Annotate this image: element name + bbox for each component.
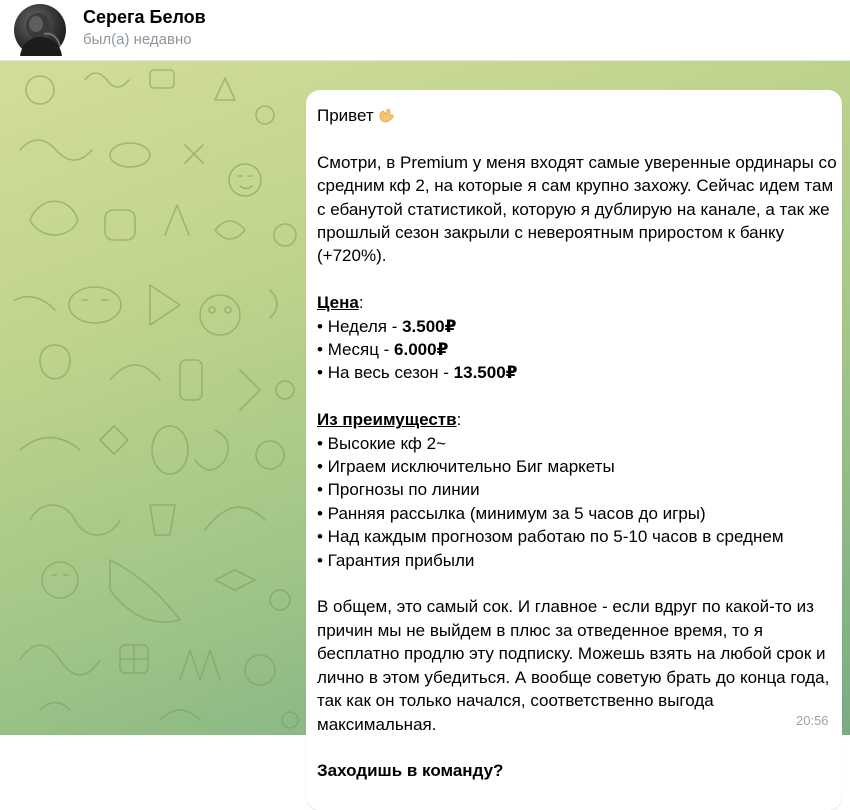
- waving-hand-icon: [378, 108, 396, 122]
- message-text: [317, 104, 837, 783]
- price-label: На весь сезон -: [327, 363, 454, 383]
- chat-title[interactable]: Серега Белов: [83, 7, 206, 27]
- benefit-item: • Ранняя рассылка (минимум за 5 часов до игры): [317, 503, 706, 523]
- price-item: [317, 361, 837, 384]
- benefits-heading-line: [317, 408, 837, 431]
- last-seen-status: был(а) недавно: [83, 31, 192, 48]
- bullet: •: [317, 340, 328, 360]
- greeting-text: Привет: [317, 106, 374, 125]
- price-value: 13.500₽: [453, 363, 518, 383]
- bullet: •: [317, 363, 328, 383]
- benefit-item: • Прогнозы по линии: [317, 480, 480, 500]
- price-label: Неделя -: [327, 316, 403, 336]
- incoming-message-bubble[interactable]: [306, 90, 842, 810]
- price-heading-colon: :: [358, 293, 364, 313]
- benefit-item: • Играем исключительно Биг маркеты: [317, 457, 615, 477]
- chat-header[interactable]: [0, 0, 850, 61]
- message-timestamp: 20:56: [796, 713, 829, 728]
- price-value: 6.000₽: [394, 340, 449, 360]
- benefit-item: • Высокие кф 2~: [317, 433, 447, 453]
- price-item: [317, 338, 837, 361]
- price-label: Месяц -: [327, 340, 395, 360]
- intro-paragraph: Смотри, в Premium у меня входят самые уверенные ординары со средним кф 2, на которые я сам крупно захожу. Сейчас идем там с ебанутой статистикой, которую я дублирую на канале, а так же прошлый сезон закрыли с невероятным приростом к банку (+720%).: [317, 152, 837, 266]
- bullet: •: [317, 316, 328, 336]
- guarantee-paragraph: В общем, это самый сок. И главное - если вдруг по какой-то из причин мы не выйдем в плюс за отведенное время, то я бесплатно продлю эту подписку. Можешь взять на любой срок и лично в этом убедиться. А вообще советую брать до конца года, так как он только начался, соответственно выгода максимальная.: [317, 597, 830, 734]
- benefits-heading-colon: :: [456, 410, 462, 430]
- benefit-item: • Гарантия прибыли: [317, 550, 475, 570]
- price-item: [317, 315, 837, 338]
- benefits-heading: Из преимуществ: [317, 410, 457, 430]
- chat-area[interactable]: [0, 60, 850, 781]
- benefit-item: • Над каждым прогнозом работаю по 5-10 часов в среднем: [317, 527, 784, 547]
- avatar[interactable]: [14, 4, 66, 56]
- closing-question: Заходишь в команду?: [317, 761, 504, 781]
- price-heading: Цена: [317, 293, 359, 313]
- price-value: 3.500₽: [402, 316, 457, 336]
- greeting-line: [317, 104, 837, 127]
- avatar-photo: [14, 4, 66, 56]
- price-heading-line: [317, 291, 837, 314]
